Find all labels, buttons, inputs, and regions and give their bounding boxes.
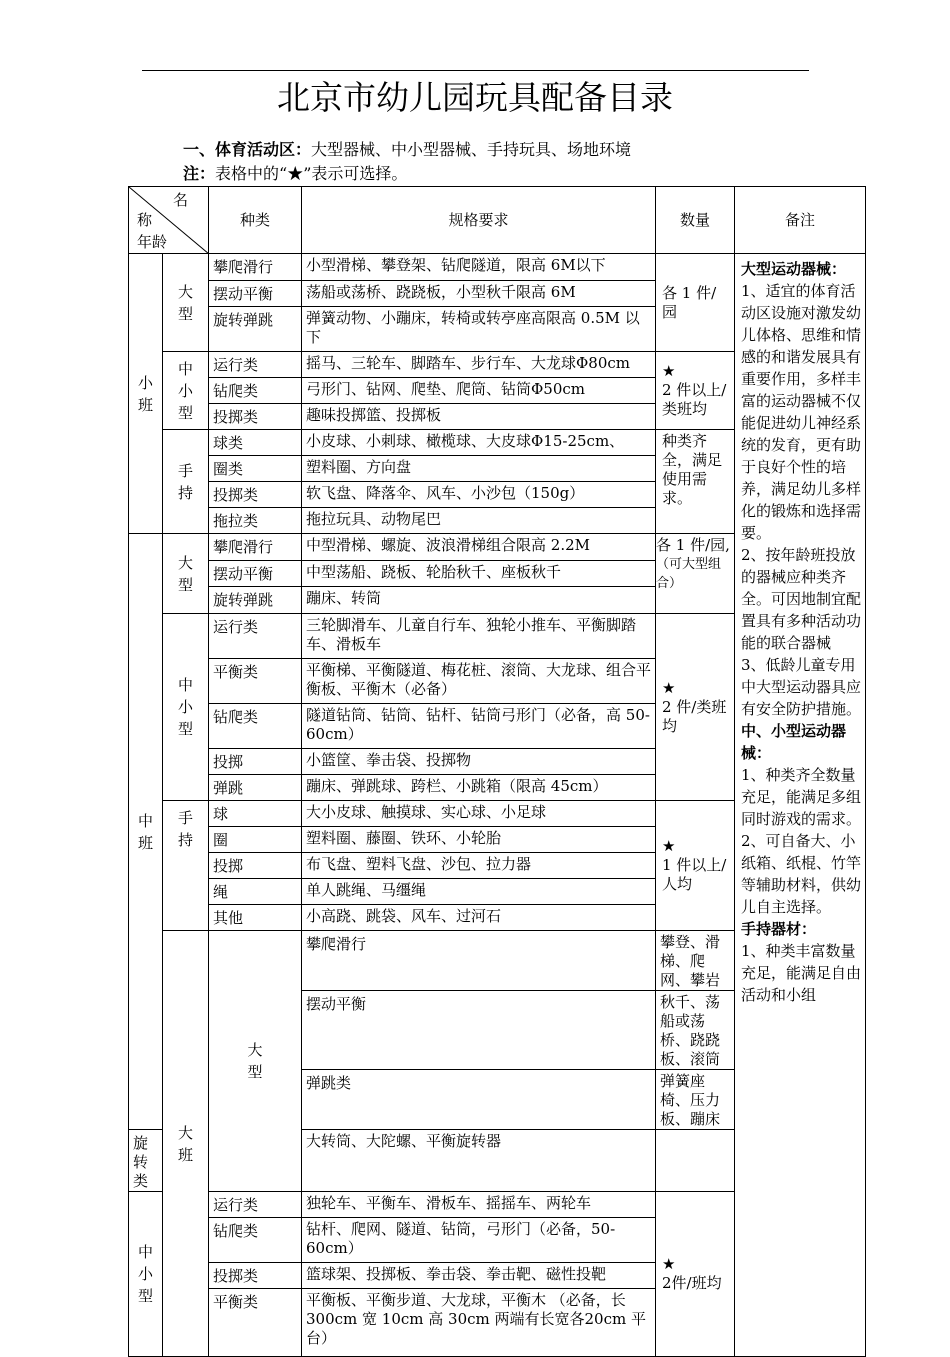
- spec-cell: 蹦床、弹跳球、跨栏、小跳箱（限高 45cm）: [302, 775, 656, 801]
- spec-cell: 篮球架、投掷板、拳击袋、拳击靶、磁性投靶: [302, 1263, 656, 1289]
- remark-paragraph: 2、按年龄班投放的器械应种类齐全。可因地制宜配置具有多种活动功能的联合器械: [741, 546, 862, 652]
- kind-cell: 拖拉类: [209, 508, 302, 534]
- group-medium: 中小型: [129, 1192, 163, 1357]
- header-spec: 规格要求: [302, 187, 656, 254]
- kind-cell: 球类: [209, 430, 302, 456]
- spec-cell: 软飞盘、降落伞、风车、小沙包（150g）: [302, 482, 656, 508]
- remark-paragraph: 1、种类丰富数量充足，能满足自由活动和小组: [741, 942, 862, 1004]
- header-kind: 种类: [209, 187, 302, 254]
- qty-cell: ★ 1 件以上/人均: [656, 801, 735, 931]
- header-age: 年龄: [137, 233, 168, 251]
- group-medium: 中小型: [163, 614, 209, 801]
- kind-cell: 摆动平衡: [209, 281, 302, 307]
- spec-cell: 摇马、三轮车、脚踏车、步行车、大龙球Φ80cm: [302, 352, 656, 378]
- kind-cell: 攀爬滑行: [209, 254, 302, 281]
- qty-cell: ★ 2 件以上/类班均: [656, 352, 735, 430]
- kind-cell: 投掷类: [209, 482, 302, 508]
- table-header-row: [129, 187, 866, 254]
- group-large: 大型: [163, 254, 209, 352]
- kind-cell: 旋转弹跳: [209, 587, 302, 614]
- kind-cell: 投掷: [209, 749, 302, 775]
- spec-cell: 平衡板、平衡步道、大龙球，平衡木 （必备，长 300cm 宽 10cm 高 30cm 两端有长宽各20cm 平台）: [302, 1289, 656, 1357]
- kind-cell: 圈类: [209, 456, 302, 482]
- kind-cell: 投掷: [209, 853, 302, 879]
- star-icon: ★: [662, 678, 676, 697]
- toy-catalog-table: [128, 186, 866, 1357]
- header-qty: 数量: [656, 187, 735, 254]
- header-name: 名: [173, 191, 189, 209]
- spec-cell: 平衡梯、平衡隧道、梅花桩、滚筒、大龙球、组合平衡板、平衡木（必备）: [302, 659, 656, 704]
- spec-cell: 弹簧动物、小蹦床，转椅或转亭座高限高 0.5M 以下: [302, 307, 656, 352]
- kind-cell: 钻爬类: [209, 1218, 302, 1263]
- kind-cell: 绳: [209, 879, 302, 905]
- age-xiaoban: 小班: [129, 254, 163, 534]
- spec-cell: 拖拉玩具、动物尾巴: [302, 508, 656, 534]
- kind-cell: 投掷类: [209, 1263, 302, 1289]
- section-text: 大型器械、中小型器械、手持玩具、场地环境: [311, 140, 632, 159]
- note-label: 注：: [183, 164, 216, 183]
- group-large: 大型: [163, 534, 209, 614]
- kind-cell: 弹跳: [209, 775, 302, 801]
- kind-cell: 旋转类: [129, 1130, 163, 1192]
- spec-cell: 大转筒、大陀螺、平衡旋转器: [302, 1130, 656, 1192]
- spec-cell: 小篮筐、拳击袋、投掷物: [302, 749, 656, 775]
- spec-cell: 单人跳绳、马缰绳: [302, 879, 656, 905]
- spec-cell: 小型滑梯、攀登架、钻爬隧道，限高 6M以下: [302, 254, 656, 281]
- section-label: 一、体育活动区：: [183, 140, 312, 159]
- kind-cell: 平衡类: [209, 1289, 302, 1357]
- spec-cell: 蹦床、转筒: [302, 587, 656, 614]
- spec-cell: 独轮车、平衡车、滑板车、摇摇车、两轮车: [302, 1192, 656, 1218]
- group-large: 大型: [209, 931, 302, 1192]
- remark-paragraph: 1、种类齐全数量充足，能满足多组同时游戏的需求。: [741, 766, 862, 828]
- remark-paragraph: 2、可自备大、小纸箱、纸棍、竹竿等辅助材料，供幼儿自主选择。: [741, 832, 862, 916]
- spec-cell: 小皮球、小刺球、橄榄球、大皮球Φ15-25cm、: [302, 430, 656, 456]
- spec-cell: 隧道钻筒、钻筒、钻杆、钻筒弓形门（必备，高 50-60cm）: [302, 704, 656, 749]
- kind-cell: 攀爬滑行: [302, 931, 656, 991]
- spec-cell: 中型滑梯、螺旋、波浪滑梯组合限高 2.2M: [302, 534, 656, 561]
- spec-cell: 趣味投掷篮、投掷板: [302, 404, 656, 430]
- group-medium: 中小型: [163, 352, 209, 430]
- remark-paragraph: 大型运动器械：: [741, 260, 847, 278]
- remark-paragraph: 中、小型运动器械：: [741, 722, 847, 762]
- spec-cell: 小高跷、跳袋、风车、过河石: [302, 905, 656, 931]
- table-row: [129, 254, 866, 281]
- group-hand: 手持: [163, 430, 209, 534]
- spec-cell: 大小皮球、触摸球、实心球、小足球: [302, 801, 656, 827]
- section-heading: [183, 140, 631, 160]
- spec-cell: 荡船或荡桥、跷跷板，小型秋千限高 6M: [302, 281, 656, 307]
- kind-cell: 摆动平衡: [302, 991, 656, 1070]
- star-icon: ★: [662, 837, 676, 855]
- header-call: 称: [137, 211, 153, 229]
- spec-cell: 秋千、荡船或荡桥、跷跷板、滚筒: [656, 991, 735, 1070]
- qty-cell: ★ 2件/班均: [656, 1192, 735, 1357]
- age-daban: 大班: [163, 931, 209, 1357]
- remarks-list: [741, 258, 863, 1006]
- header-rule: [142, 70, 809, 71]
- kind-cell: 攀爬滑行: [209, 534, 302, 561]
- qty-cell: ★ 2 件/类班均: [656, 614, 735, 801]
- note-line: [183, 164, 407, 184]
- kind-cell: 弹跳类: [302, 1070, 656, 1130]
- kind-cell: 运行类: [209, 1192, 302, 1218]
- remark-paragraph: 手持器材：: [741, 920, 817, 938]
- kind-cell: 运行类: [209, 614, 302, 659]
- kind-cell: 投掷类: [209, 404, 302, 430]
- kind-cell: 摆动平衡: [209, 561, 302, 587]
- kind-cell: 其他: [209, 905, 302, 931]
- kind-cell: 钻爬类: [209, 704, 302, 749]
- age-zhongban: 中班: [129, 534, 163, 1130]
- kind-cell: 球: [209, 801, 302, 827]
- kind-cell: 圈: [209, 827, 302, 853]
- spec-cell: 钻杆、爬网、隧道、钻筒，弓形门（必备，50-60cm）: [302, 1218, 656, 1263]
- spec-cell: 塑料圈、方向盘: [302, 456, 656, 482]
- spec-cell: 弓形门、钻网、爬垫、爬筒、钻筒Φ50cm: [302, 378, 656, 404]
- spec-cell: 布飞盘、塑料飞盘、沙包、拉力器: [302, 853, 656, 879]
- qty-cell: 种类齐全，满足使用需求。: [656, 430, 735, 534]
- header-diagonal-cell: [129, 187, 209, 254]
- remark-paragraph: 1、适宜的体育活动区设施对激发幼儿体格、思维和情感的和谐发展具有重要作用，多样丰富的运动器械不仅能促进幼儿神经系统的发育，更有助于良好个性的培养，满足幼儿多样化的锻炼和选择需要。: [741, 282, 862, 542]
- group-hand: 手持: [163, 801, 209, 931]
- kind-cell: 平衡类: [209, 659, 302, 704]
- remark-paragraph: 3、低龄儿童专用中大型运动器具应有安全防护措施。: [741, 656, 862, 718]
- kind-cell: 钻爬类: [209, 378, 302, 404]
- star-icon: ★: [662, 362, 676, 380]
- header-remark: 备注: [735, 187, 866, 254]
- qty-cell: 各 1 件/园, （可大型组合）: [656, 534, 735, 614]
- spec-cell: 攀登、滑梯、爬网、攀岩: [656, 931, 735, 991]
- remarks-cell: [735, 254, 866, 1357]
- star-icon: ★: [662, 1255, 676, 1273]
- qty-cell: 各 1 件/园: [656, 254, 735, 352]
- page-title: 北京市幼儿园玩具配备目录: [277, 78, 673, 117]
- spec-cell: 中型荡船、跷板、轮胎秋千、座板秋千: [302, 561, 656, 587]
- note-text: 表格中的“★”表示可选择。: [215, 164, 408, 183]
- spec-cell: 弹簧座椅、压力板、蹦床: [656, 1070, 735, 1130]
- kind-cell: 运行类: [209, 352, 302, 378]
- spec-cell: 三轮脚滑车、儿童自行车、独轮小推车、平衡脚踏车、滑板车: [302, 614, 656, 659]
- spec-cell: 塑料圈、藤圈、铁环、小轮胎: [302, 827, 656, 853]
- kind-cell: 旋转弹跳: [209, 307, 302, 352]
